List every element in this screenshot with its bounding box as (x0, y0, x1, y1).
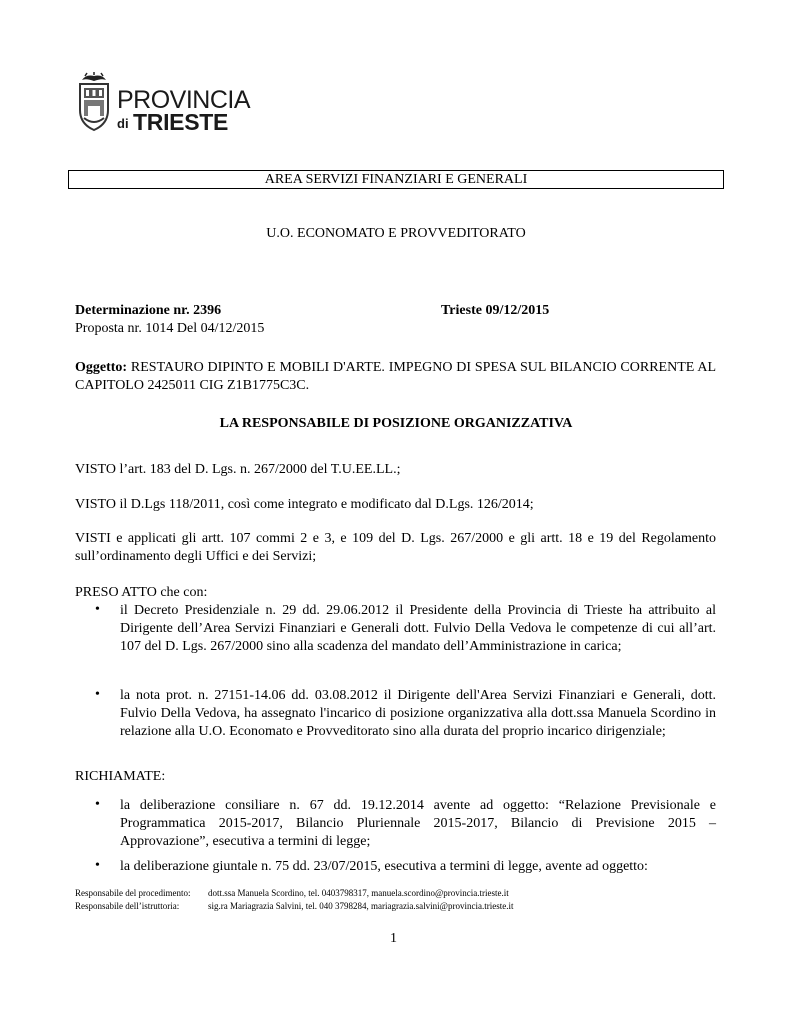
footer-istruttoria (75, 900, 715, 912)
footer-procedimento-label: Responsabile del procedimento: (75, 888, 191, 898)
place-date: Trieste 09/12/2015 (441, 303, 550, 318)
preso-atto-item-2: la nota prot. n. 27151-14.06 dd. 03.08.2012 il Dirigente dell'Area Servizi Finanziari e Generali, dott. Fulvio Della Vedova, ha assegnato l'incarico di posizione organizzativa alla dott.ssa Manuela Scordino in relazione alla U.O. Economato e Provveditorato sino alla durata del proprio incarico dirigenziale; (120, 688, 716, 739)
bullet-icon: • (95, 858, 100, 873)
richiamate-item-1: la deliberazione consiliare n. 67 dd. 19.12.2014 avente ad oggetto: “Relazione Previsionale e Programmatica 2015-2017, Bilancio Pluriennale 2015-2017, Bilancio di Previsione 2015 – Approvazione”, esecutiva a termini di legge; (120, 798, 716, 849)
footer-istruttoria-label: Responsabile dell’istruttoria: (75, 901, 180, 911)
area-header-box: AREA SERVIZI FINANZIARI E GENERALI (68, 170, 724, 189)
section-heading: LA RESPONSABILE DI POSIZIONE ORGANIZZATIVA (219, 416, 573, 431)
bullet-icon: • (95, 602, 100, 617)
bullet-icon: • (95, 797, 100, 812)
logo-trieste-text: di TRIESTE (117, 109, 229, 135)
determinazione-number: Determinazione nr. 2396 (75, 303, 222, 318)
footer-procedimento-value: dott.ssa Manuela Scordino, tel. 0403798317, manuela.scordino@provincia.trieste.it (208, 888, 509, 898)
page-number: 1 (390, 931, 397, 946)
richiamate-label: RICHIAMATE: (75, 769, 166, 784)
visti-paragraph: VISTI e applicati gli artt. 107 commi 2 e 3, e 109 del D. Lgs. 267/2000 e gli artt. 18 e 19 del Regolamento sull’ordinamento degli Uffici e dei Servizi; (75, 531, 716, 564)
coat-of-arms-icon (74, 72, 114, 134)
oggetto-paragraph (75, 359, 716, 395)
footer-procedimento (75, 887, 715, 899)
preso-atto-label: PRESO ATTO che con: (75, 585, 208, 600)
provincia-logo (74, 72, 249, 134)
richiamate-item-2: la deliberazione giuntale n. 75 dd. 23/07/2015, esecutiva a termini di legge, avente ad oggetto: (120, 859, 648, 874)
bullet-icon: • (95, 687, 100, 702)
visto-paragraph-1: VISTO l’art. 183 del D. Lgs. n. 267/2000 del T.U.EE.LL.; (75, 462, 401, 477)
preso-atto-item-1: il Decreto Presidenziale n. 29 dd. 29.06.2012 il Presidente della Provincia di Trieste ha attribuito al Dirigente dell’Area Servizi Finanziari e Generali dott. Fulvio Della Vedova le competenze di cui all’art. 107 del D. Lgs. 267/2000 sino alla scadenza del mandato dell’Amministrazione in carica; (120, 603, 716, 654)
oggetto-text: RESTAURO DIPINTO E MOBILI D'ARTE. IMPEGNO DI SPESA SUL BILANCIO CORRENTE AL CAPITOLO 2425011 CIG Z1B1775C3C. (75, 360, 717, 393)
unit-title: U.O. ECONOMATO E PROVVEDITORATO (266, 226, 526, 241)
proposta-number: Proposta nr. 1014 Del 04/12/2015 (75, 321, 265, 336)
logo-provincia-text: PROVINCIA (117, 86, 251, 114)
footer-istruttoria-value: sig.ra Mariagrazia Salvini, tel. 040 3798284, mariagrazia.salvini@provincia.trieste.it (208, 901, 514, 911)
visto-paragraph-2: VISTO il D.Lgs 118/2011, così come integrato e modificato dal D.Lgs. 126/2014; (75, 497, 534, 512)
oggetto-label: Oggetto: (75, 360, 128, 375)
